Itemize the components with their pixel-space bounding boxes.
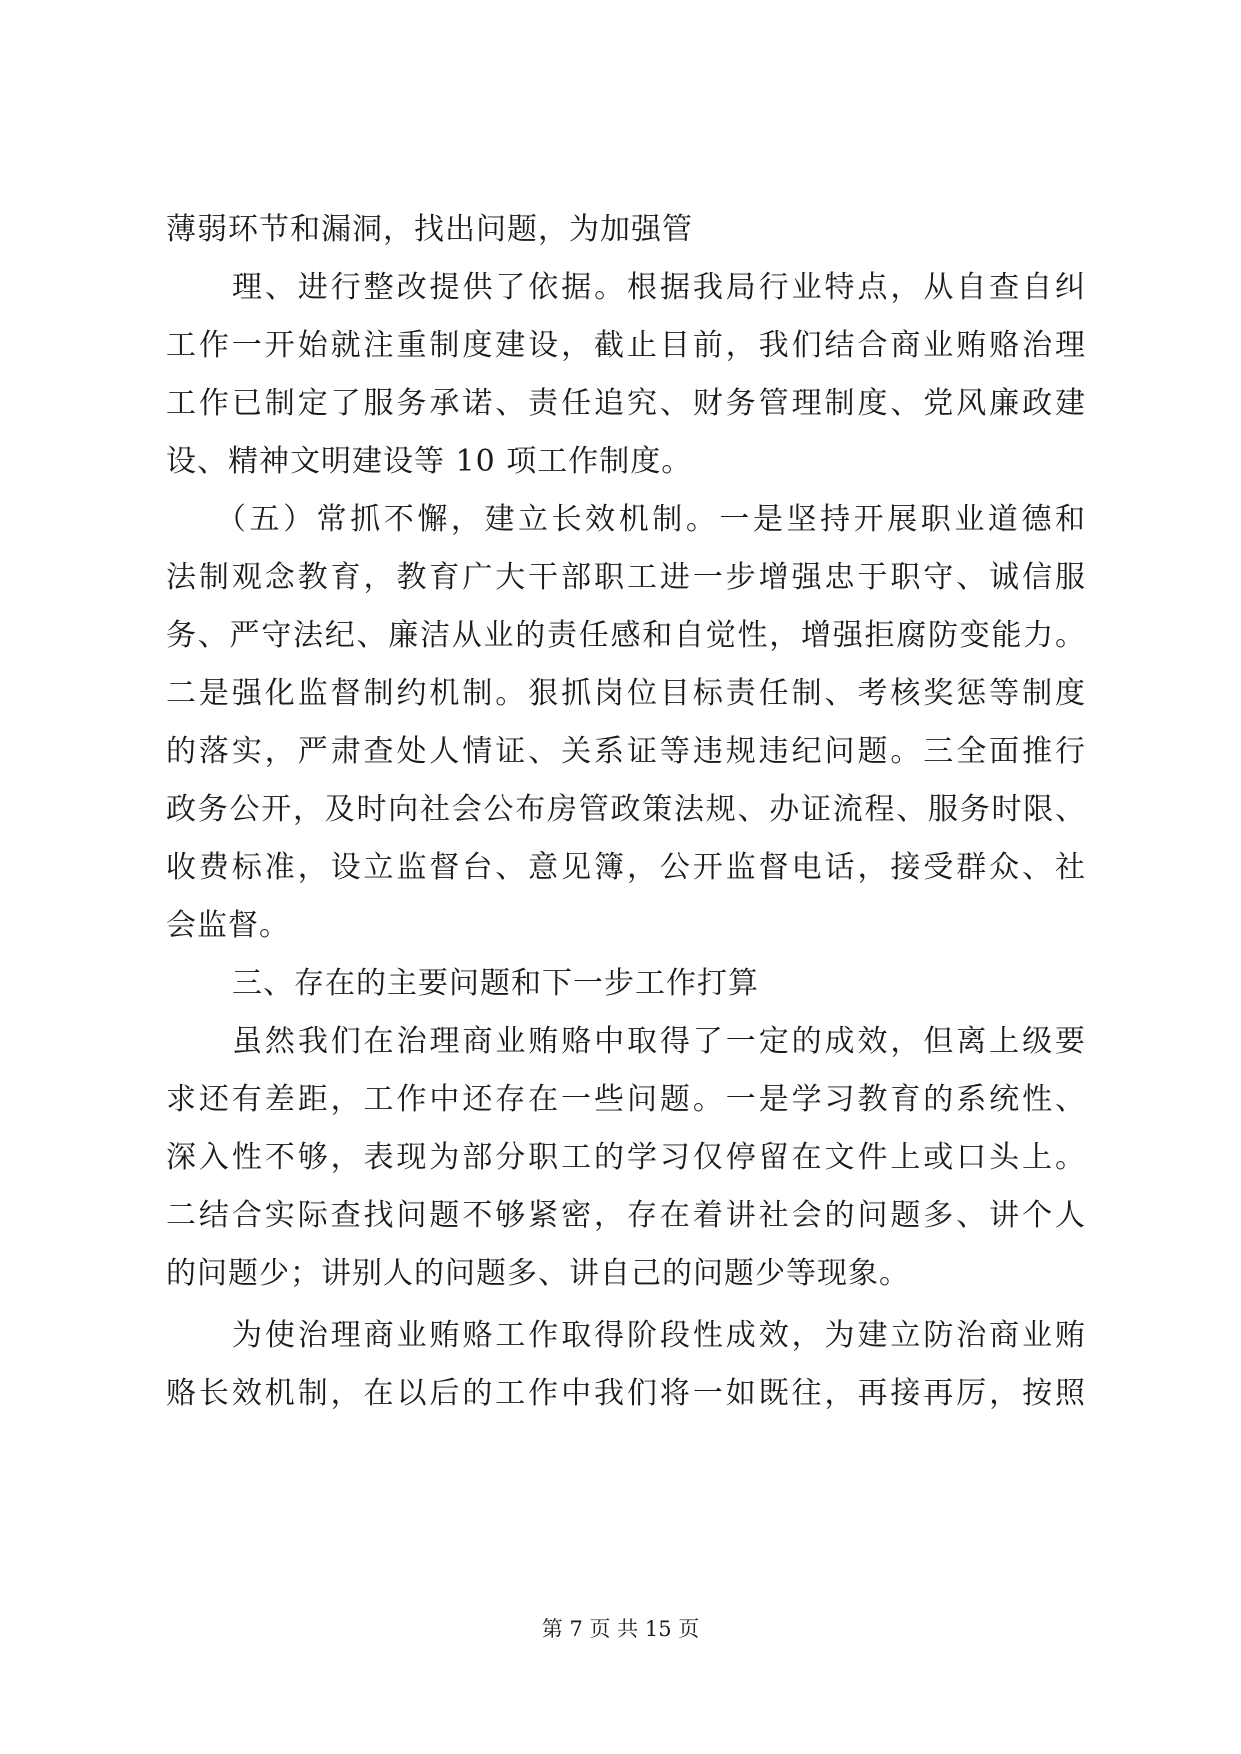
text-line: 薄弱环节和漏洞，找出问题，为加强管 [166,212,693,247]
text-line: 的落实，严肃查处人情证、关系证等违规违纪问题。三全面推行 [166,734,1086,769]
text-line: 工作已制定了服务承诺、责任追究、财务管理制度、党风廉政建 [166,386,1086,421]
text-line: 求还有差距，工作中还存在一些问题。一是学习教育的系统性、 [166,1082,1086,1117]
text-line: 设、精神文明建设等 10 项工作制度。 [166,444,693,479]
text-line: 政务公开，及时向社会公布房管政策法规、办证流程、服务时限、 [166,792,1086,827]
text-line: 法制观念教育，教育广大干部职工进一步增强忠于职守、诚信服 [166,560,1086,595]
text-line: 赂长效机制，在以后的工作中我们将一如既往，再接再厉，按照 [166,1376,1086,1411]
text-line: 为使治理商业贿赂工作取得阶段性成效，为建立防治商业贿 [232,1318,1086,1353]
text-line: （五）常抓不懈，建立长效机制。一是坚持开展职业道德和 [216,502,1086,537]
text-line: 工作一开始就注重制度建设，截止目前，我们结合商业贿赂治理 [166,328,1086,363]
text-line: 务、严守法纪、廉洁从业的责任感和自觉性，增强拒腐防变能力。 [166,618,1086,653]
text-line: 二结合实际查找问题不够紧密，存在着讲社会的问题多、讲个人 [166,1198,1086,1233]
text-line: 收费标准，设立监督台、意见簿，公开监督电话，接受群众、社 [166,850,1086,885]
text-line: 虽然我们在治理商业贿赂中取得了一定的成效，但离上级要 [232,1024,1086,1059]
text-line: 的问题少；讲别人的问题多、讲自己的问题少等现象。 [166,1256,910,1291]
text-line: 会监督。 [166,908,290,943]
text-line: 深入性不够，表现为部分职工的学习仅停留在文件上或口头上。 [166,1140,1086,1175]
text-line: 二是强化监督制约机制。狠抓岗位目标责任制、考核奖惩等制度 [166,676,1086,711]
section-heading: 三、存在的主要问题和下一步工作打算 [232,966,759,1001]
page-number-footer: 第 7 页 共 15 页 [541,1617,700,1641]
text-line: 理、进行整改提供了依据。根据我局行业特点，从自查自纠 [232,270,1086,305]
